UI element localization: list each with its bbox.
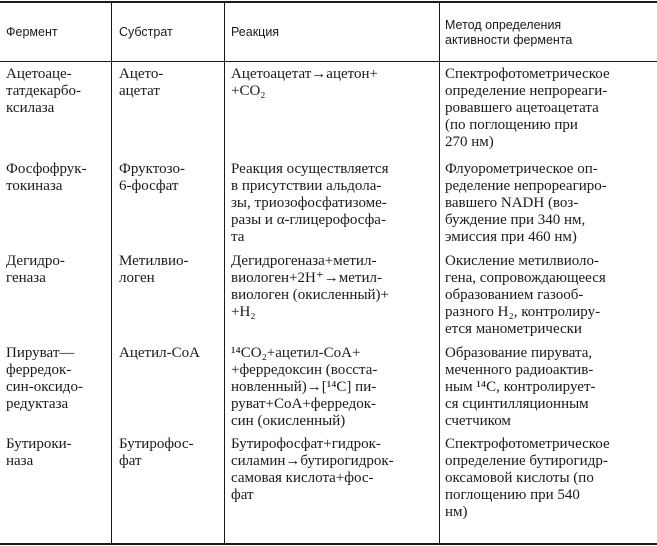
row-1-substrate: Ацето- ацетат: [119, 66, 164, 99]
row-5-method: Спектрофотометрическое определение бутирогидр- оксамовой кислоты (по поглощению при 540 нм): [445, 436, 610, 520]
column-divider-2: [224, 1, 225, 545]
table-bottom-rule: [0, 543, 657, 545]
row-5-substrate: Бутирофос- фат: [119, 436, 194, 469]
header-bottom-rule: [0, 61, 657, 62]
header-reaction: Реакция: [231, 25, 280, 39]
row-4-method: Образование пирувата, меченного радиоактив- ным ¹⁴C, контролирует- ся сцинтилляционным счетчиком: [445, 345, 596, 429]
column-divider-3: [439, 1, 440, 545]
header-method: Метод определения активности фермента: [445, 18, 573, 47]
column-divider-1: [111, 1, 112, 545]
row-5-reaction: Бутирофосфат+гидрок- силамин→бутирогидрок- самовая кислота+фос- фат: [231, 436, 394, 503]
row-2-reaction: Реакция осуществляется в присутствии альдола- зы, триозофосфатизоме- разы и α-глицерофосфа- та: [231, 161, 389, 245]
row-1-reaction: Ацетоацетат→ацетон+ +CO₂: [231, 66, 378, 99]
row-1-method: Спектрофотометрическое определение непрореаги- ровавшего ацетоацетата (по поглощению при 270 нм): [445, 66, 610, 150]
header-enzyme: Фермент: [6, 25, 58, 39]
table-top-rule: [0, 1, 657, 3]
row-3-reaction: Дегидрогеназа+метил- виологен+2H⁺→метил- виологен (окисленный)+ +H₂: [231, 253, 390, 320]
row-2-enzyme: Фосфофрук- токиназа: [6, 161, 87, 194]
row-3-substrate: Метилвио- логен: [119, 253, 189, 286]
row-4-substrate: Ацетил-CoA: [119, 345, 200, 361]
row-4-enzyme: Пируват— ферредок- син-оксидо- редуктаза: [6, 345, 83, 412]
row-4-reaction: ¹⁴CO₂+ацетил-CoA+ +ферредоксин (восста- новленный)→[¹⁴C] пи- руват+CoA+ферредок- син (окисленный): [231, 345, 378, 429]
row-1-enzyme: Ацетоацe- татдекарбо- ксилаза: [6, 66, 81, 116]
row-2-substrate: Фруктозо- 6-фосфат: [119, 161, 185, 194]
header-substrate: Субстрат: [119, 25, 173, 39]
row-5-enzyme: Бутироки- наза: [6, 436, 72, 469]
row-3-enzyme: Дегидро- геназа: [6, 253, 65, 286]
row-2-method: Флуорометрическое оп- ределение непрореагиро- вавшего NADH (воз- буждение при 340 нм, эмиссия при 460 нм): [445, 161, 607, 245]
row-3-method: Окисление метилвиоло- гена, сопровождающееся образованием газооб- разного H₂, контролиру- ется манометрически: [445, 253, 606, 337]
